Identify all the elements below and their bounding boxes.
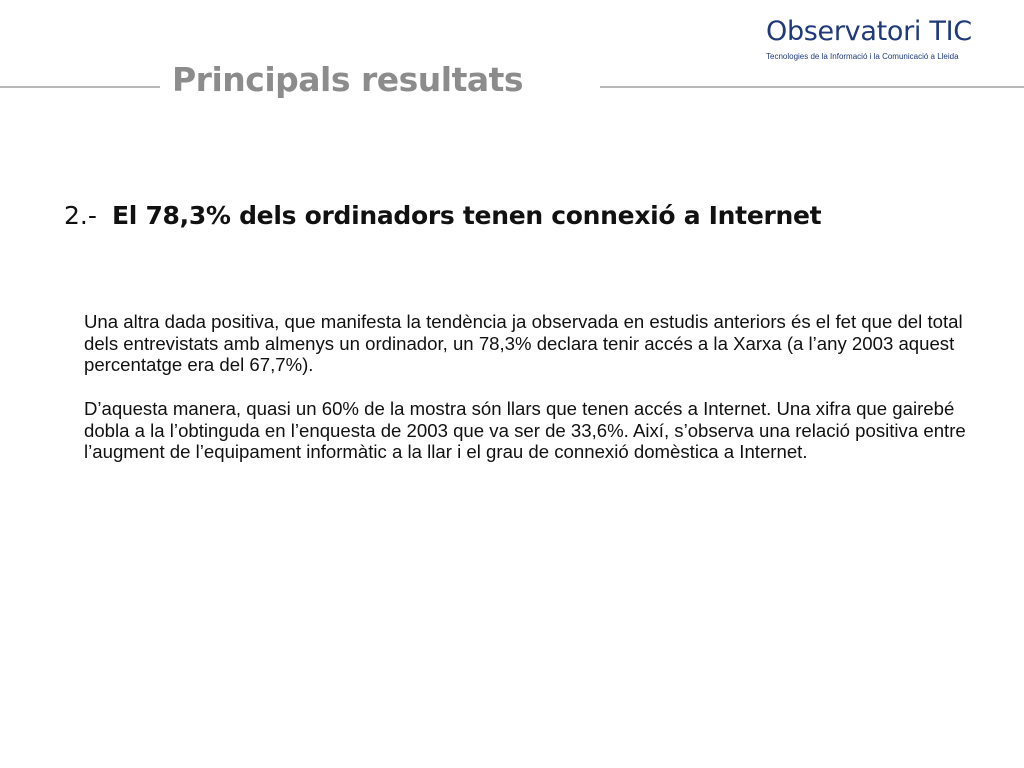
key-point-number: 2.-: [64, 201, 97, 230]
title-rule-left: [0, 86, 160, 88]
slide-title: Principals resultats: [172, 60, 524, 99]
body-paragraph-2: D’aquesta manera, quasi un 60% de la mostra són llars que tenen accés a Internet. Una xifra que gairebé dobla a la l’obtinguda en l’enquesta de 2003 que va ser de 33,6%. Així, s’observa una relació positiva entre l’augment de l’equipament informàtic a la llar i el grau de connexió domèstica a Internet.: [84, 398, 966, 462]
title-rule-right: [600, 86, 1024, 88]
observatori-tic-logo: [766, 16, 1006, 61]
body-paragraph-1: Una altra dada positiva, que manifesta la tendència ja observada en estudis anteriors és el fet que del total dels entrevistats amb almenys un ordinador, un 78,3% declara tenir accés a la Xarxa (a l’any 2003 aquest percentatge era del 67,7%).: [84, 311, 963, 375]
key-point: [64, 198, 964, 233]
logo-tagline: Tecnologies de la Informació i la Comunicació a Lleida: [766, 52, 959, 61]
key-point-text: El 78,3% dels ordinadors tenen connexió a Internet: [112, 201, 822, 230]
logo-name: Observatori TIC: [766, 16, 972, 47]
